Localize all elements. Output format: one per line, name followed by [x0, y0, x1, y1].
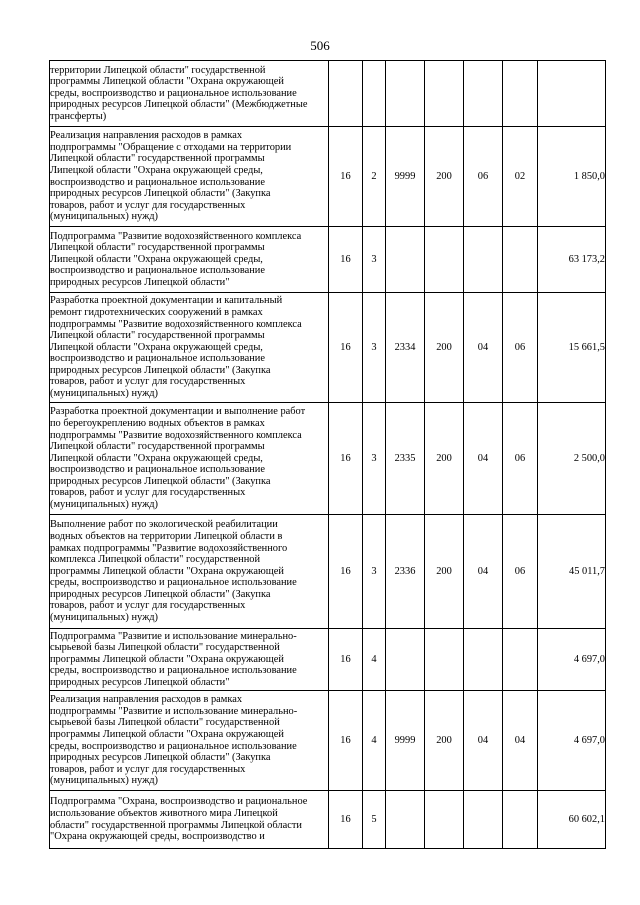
row-description: [50, 127, 329, 227]
expense-type-code: [425, 61, 464, 127]
table-row: [50, 515, 606, 629]
subsection-code: [503, 61, 538, 127]
description-line: природных ресурсов Липецкой области" (Закупка: [50, 588, 271, 600]
row-description: [50, 629, 329, 691]
description-line: (муниципальных) нужд): [50, 612, 159, 624]
target-article-code: 2335: [386, 403, 425, 515]
target-article-code: 2334: [386, 293, 425, 403]
description-line: сырьевой базы Липецкой области" государственной: [50, 717, 280, 729]
chapter-code: [329, 61, 363, 127]
description-line: подпрограммы "Развитие водохозяйственного комплекса: [50, 318, 302, 330]
description-line: использование объектов животного мира Липецкой: [50, 807, 278, 819]
description-line: Подпрограмма "Развитие и использование минерально-: [50, 630, 297, 642]
expense-type-code: 200: [425, 127, 464, 227]
table-row: [50, 629, 606, 691]
amount-cell: 15 661,5: [538, 293, 606, 403]
description-line: Липецкой области" государственной программы: [50, 330, 265, 342]
description-line: воспроизводство и рациональное использование: [50, 265, 265, 277]
amount-cell: 60 602,1: [538, 791, 606, 849]
chapter-code: 16: [329, 691, 363, 791]
description-line: среды, воспроизводство и рациональное использование: [50, 665, 297, 677]
section-code: 04: [464, 293, 503, 403]
description-line: (муниципальных) нужд): [50, 499, 159, 511]
chapter-code: 16: [329, 515, 363, 629]
subprogram-code: 3: [363, 227, 386, 293]
description-line: по берегоукреплению водных объектов в рамках: [50, 417, 265, 429]
description-line: области" государственной программы Липецкой области: [50, 819, 302, 831]
expense-type-code: [425, 227, 464, 293]
table-row: [50, 61, 606, 127]
amount-cell: [538, 61, 606, 127]
subsection-code: [503, 629, 538, 691]
description-line: природных ресурсов Липецкой области" (Закупка: [50, 364, 271, 376]
subsection-code: [503, 791, 538, 849]
description-line: Реализация направления расходов в рамках: [50, 694, 243, 706]
subprogram-code: 3: [363, 293, 386, 403]
description-line: Липецкой области "Охрана окружающей среды,: [50, 452, 263, 464]
amount-cell: 4 697,0: [538, 691, 606, 791]
table-row: [50, 791, 606, 849]
description-line: воспроизводство и рациональное использование: [50, 464, 265, 476]
subsection-code: 04: [503, 691, 538, 791]
budget-table: [49, 60, 606, 849]
subprogram-code: 3: [363, 403, 386, 515]
expense-type-code: [425, 791, 464, 849]
description-line: рамках подпрограммы "Развитие водохозяйственного: [50, 542, 288, 554]
amount-cell: 4 697,0: [538, 629, 606, 691]
table-row: [50, 293, 606, 403]
description-line: Липецкой области" государственной программы: [50, 441, 265, 453]
description-line: водных объектов на территории Липецкой области в: [50, 530, 283, 542]
description-line: товаров, работ и услуг для государственных: [50, 600, 246, 612]
description-line: среды, воспроизводство и рациональное использование: [50, 740, 297, 752]
subsection-code: 06: [503, 515, 538, 629]
table-row: [50, 691, 606, 791]
chapter-code: 16: [329, 403, 363, 515]
chapter-code: 16: [329, 629, 363, 691]
row-description: [50, 293, 329, 403]
description-line: подпрограммы "Обращение с отходами на территории: [50, 141, 292, 153]
row-description: [50, 515, 329, 629]
description-line: природных ресурсов Липецкой области": [50, 276, 230, 288]
description-line: Выполнение работ по экологической реабилитации: [50, 519, 278, 531]
description-line: природных ресурсов Липецкой области" (Закупка: [50, 188, 271, 200]
amount-cell: 2 500,0: [538, 403, 606, 515]
description-line: Разработка проектной документации и капитальный: [50, 295, 283, 307]
target-article-code: [386, 61, 425, 127]
description-line: среды, воспроизводство и рациональное использование: [50, 577, 297, 589]
description-line: товаров, работ и услуг для государственных: [50, 763, 246, 775]
chapter-code: 16: [329, 791, 363, 849]
row-description: [50, 403, 329, 515]
section-code: [464, 629, 503, 691]
description-line: программы Липецкой области "Охрана окружающей: [50, 728, 284, 740]
description-line: Липецкой области" государственной программы: [50, 153, 265, 165]
section-code: [464, 61, 503, 127]
section-code: [464, 227, 503, 293]
description-line: (муниципальных) нужд): [50, 775, 159, 787]
description-line: Липецкой области "Охрана окружающей среды,: [50, 164, 263, 176]
chapter-code: 16: [329, 293, 363, 403]
expense-type-code: 200: [425, 515, 464, 629]
description-line: подпрограммы "Развитие водохозяйственного комплекса: [50, 429, 302, 441]
description-line: воспроизводство и рациональное использование: [50, 353, 265, 365]
expense-type-code: 200: [425, 403, 464, 515]
amount-cell: 45 011,7: [538, 515, 606, 629]
description-line: "Охрана окружающей среды, воспроизводство и: [50, 831, 265, 843]
description-line: программы Липецкой области "Охрана окружающей: [50, 565, 284, 577]
description-line: Реализация направления расходов в рамках: [50, 130, 243, 142]
row-description: [50, 61, 329, 127]
description-line: товаров, работ и услуг для государственных: [50, 199, 246, 211]
section-code: 04: [464, 403, 503, 515]
description-line: трансферты): [50, 110, 107, 122]
table-row: [50, 127, 606, 227]
section-code: 04: [464, 515, 503, 629]
chapter-code: 16: [329, 127, 363, 227]
row-description: [50, 791, 329, 849]
subprogram-code: 2: [363, 127, 386, 227]
description-line: среды, воспроизводство и рациональное использование: [50, 87, 297, 99]
table-row: [50, 403, 606, 515]
amount-cell: 63 173,2: [538, 227, 606, 293]
section-code: [464, 791, 503, 849]
section-code: 06: [464, 127, 503, 227]
description-line: товаров, работ и услуг для государственных: [50, 487, 246, 499]
target-article-code: 2336: [386, 515, 425, 629]
row-description: [50, 691, 329, 791]
target-article-code: [386, 629, 425, 691]
description-line: Разработка проектной документации и выполнение работ: [50, 406, 306, 418]
target-article-code: [386, 791, 425, 849]
subprogram-code: [363, 61, 386, 127]
subsection-code: [503, 227, 538, 293]
table-row: [50, 227, 606, 293]
page-number: 506: [310, 38, 330, 53]
description-line: природных ресурсов Липецкой области" (Закупка: [50, 752, 271, 764]
description-line: Липецкой области "Охрана окружающей среды,: [50, 341, 263, 353]
description-line: подпрограммы "Развитие и использование минерально-: [50, 705, 298, 717]
description-line: Липецкой области "Охрана окружающей среды,: [50, 253, 263, 265]
subsection-code: 02: [503, 127, 538, 227]
description-line: комплекса Липецкой области" государственной: [50, 554, 261, 566]
target-article-code: 9999: [386, 127, 425, 227]
amount-cell: 1 850,0: [538, 127, 606, 227]
description-line: (муниципальных) нужд): [50, 211, 159, 223]
description-line: программы Липецкой области "Охрана окружающей: [50, 653, 284, 665]
target-article-code: [386, 227, 425, 293]
subprogram-code: 5: [363, 791, 386, 849]
description-line: Подпрограмма "Охрана, воспроизводство и рациональное: [50, 796, 308, 808]
description-line: Подпрограмма "Развитие водохозяйственного комплекса: [50, 230, 302, 242]
description-line: территории Липецкой области" государственной: [50, 64, 266, 76]
target-article-code: 9999: [386, 691, 425, 791]
description-line: (муниципальных) нужд): [50, 388, 159, 400]
subsection-code: 06: [503, 293, 538, 403]
subsection-code: 06: [503, 403, 538, 515]
subprogram-code: 4: [363, 629, 386, 691]
description-line: товаров, работ и услуг для государственных: [50, 376, 246, 388]
section-code: 04: [464, 691, 503, 791]
expense-type-code: 200: [425, 293, 464, 403]
subprogram-code: 3: [363, 515, 386, 629]
expense-type-code: [425, 629, 464, 691]
description-line: воспроизводство и рациональное использование: [50, 176, 265, 188]
description-line: природных ресурсов Липецкой области" (Закупка: [50, 475, 271, 487]
expense-type-code: 200: [425, 691, 464, 791]
description-line: Липецкой области" государственной программы: [50, 242, 265, 254]
row-description: [50, 227, 329, 293]
description-line: программы Липецкой области "Охрана окружающей: [50, 76, 284, 88]
description-line: сырьевой базы Липецкой области" государственной: [50, 642, 280, 654]
description-line: природных ресурсов Липецкой области" (Межбюджетные: [50, 99, 308, 111]
description-line: ремонт гидротехнических сооружений в рамках: [50, 306, 263, 318]
description-line: природных ресурсов Липецкой области": [50, 676, 230, 688]
subprogram-code: 4: [363, 691, 386, 791]
chapter-code: 16: [329, 227, 363, 293]
